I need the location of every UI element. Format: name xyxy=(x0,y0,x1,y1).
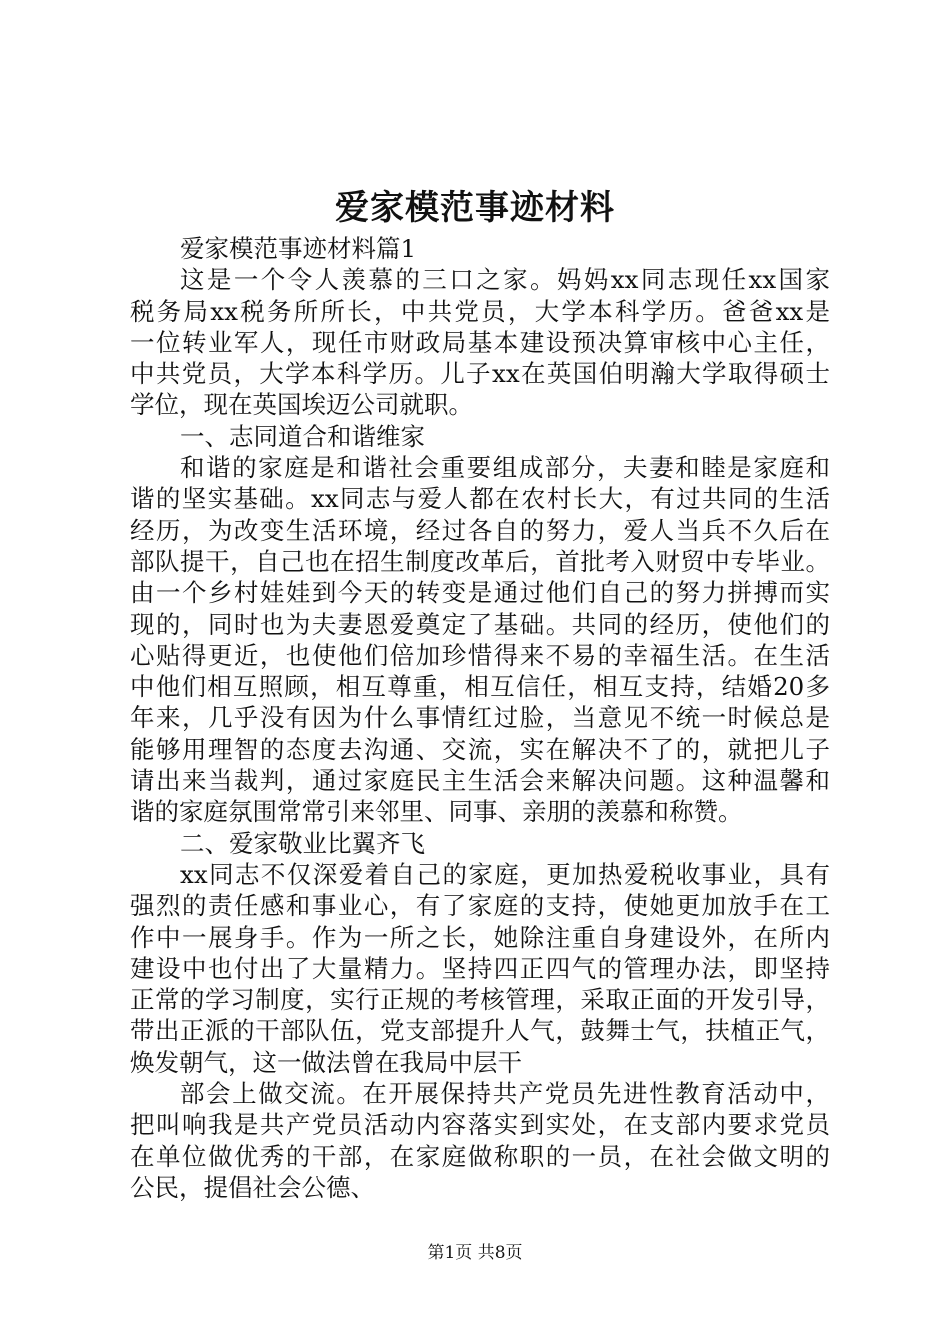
text-line: xx同志不仅深爱着自己的家庭，更加热爱税收事业，具有 xyxy=(180,859,830,889)
text-line: 这是一个令人羡慕的三口之家。妈妈xx同志现任xx国家 xyxy=(180,265,830,295)
text-line: 强烈的责任感和事业心，有了家庭的支持，使她更加放手在工 xyxy=(130,891,830,921)
text-line: 中共党员，大学本科学历。儿子xx在英国伯明瀚大学取得硕士 xyxy=(130,359,830,389)
text-line: 部队提干，自己也在招生制度改革后，首批考入财贸中专毕业。 xyxy=(130,546,830,576)
text-line: 作中一展身手。作为一所之长，她除注重自身建设外，在所内 xyxy=(130,922,830,952)
text-line: 请出来当裁判，通过家庭民主生活会来解决问题。这种温馨和 xyxy=(130,766,830,796)
text-line: 中他们相互照顾，相互尊重，相互信任，相互支持，结婚20多 xyxy=(130,672,830,702)
text-line: 建设中也付出了大量精力。坚持四正四气的管理办法，即坚持 xyxy=(130,953,830,983)
text-line: 能够用理智的态度去沟通、交流，实在解决不了的，就把儿子 xyxy=(130,734,830,764)
document-title: 爱家模范事迹材料 xyxy=(335,188,615,228)
section-heading: 一、志同道合和谐维家 xyxy=(180,421,425,451)
text-line: 年来，几乎没有因为什么事情红过脸，当意见不统一时候总是 xyxy=(130,703,830,733)
text-line: 把叫响我是共产党员活动内容落实到实处，在支部内要求党员 xyxy=(130,1110,830,1140)
text-line: 心贴得更近，也使他们倍加珍惜得来不易的幸福生活。在生活 xyxy=(130,640,830,670)
page-footer: 第1页 共8页 xyxy=(427,1243,523,1263)
text-line: 税务局xx税务所所长，中共党员，大学本科学历。爸爸xx是 xyxy=(130,296,830,326)
text-line: 由一个乡村娃娃到今天的转变是通过他们自己的努力拼搏而实 xyxy=(130,578,830,608)
text-line: 一位转业军人，现任市财政局基本建设预决算审核中心主任， xyxy=(130,327,830,357)
text-line: 和谐的家庭是和谐社会重要组成部分，夫妻和睦是家庭和 xyxy=(180,453,830,483)
text-line: 正常的学习制度，实行正规的考核管理，采取正面的开发引导， xyxy=(130,985,830,1015)
text-line: 在单位做优秀的干部，在家庭做称职的一员，在社会做文明的 xyxy=(130,1141,830,1171)
document-body xyxy=(130,233,830,1203)
text-line: 焕发朝气，这一做法曾在我局中层干 xyxy=(130,1047,522,1077)
text-line: 学位，现在英国埃迈公司就职。 xyxy=(130,390,473,420)
text-line: 部会上做交流。在开展保持共产党员先进性教育活动中， xyxy=(180,1079,830,1109)
text-line: 谐的家庭氛围常常引来邻里、同事、亲朋的羡慕和称赞。 xyxy=(130,797,743,827)
text-line: 带出正派的干部队伍，党支部提升人气，鼓舞士气，扶植正气， xyxy=(130,1016,830,1046)
section-subtitle: 爱家模范事迹材料篇1 xyxy=(180,234,417,263)
text-line: 公民，提倡社会公德、 xyxy=(130,1172,375,1202)
text-line: 谐的坚实基础。xx同志与爱人都在农村长大，有过共同的生活 xyxy=(130,484,830,514)
section-heading: 二、爱家敬业比翼齐飞 xyxy=(180,828,425,858)
text-line: 现的，同时也为夫妻恩爱奠定了基础。共同的经历，使他们的 xyxy=(130,609,830,639)
text-line: 经历，为改变生活环境，经过各自的努力，爱人当兵不久后在 xyxy=(130,515,830,545)
